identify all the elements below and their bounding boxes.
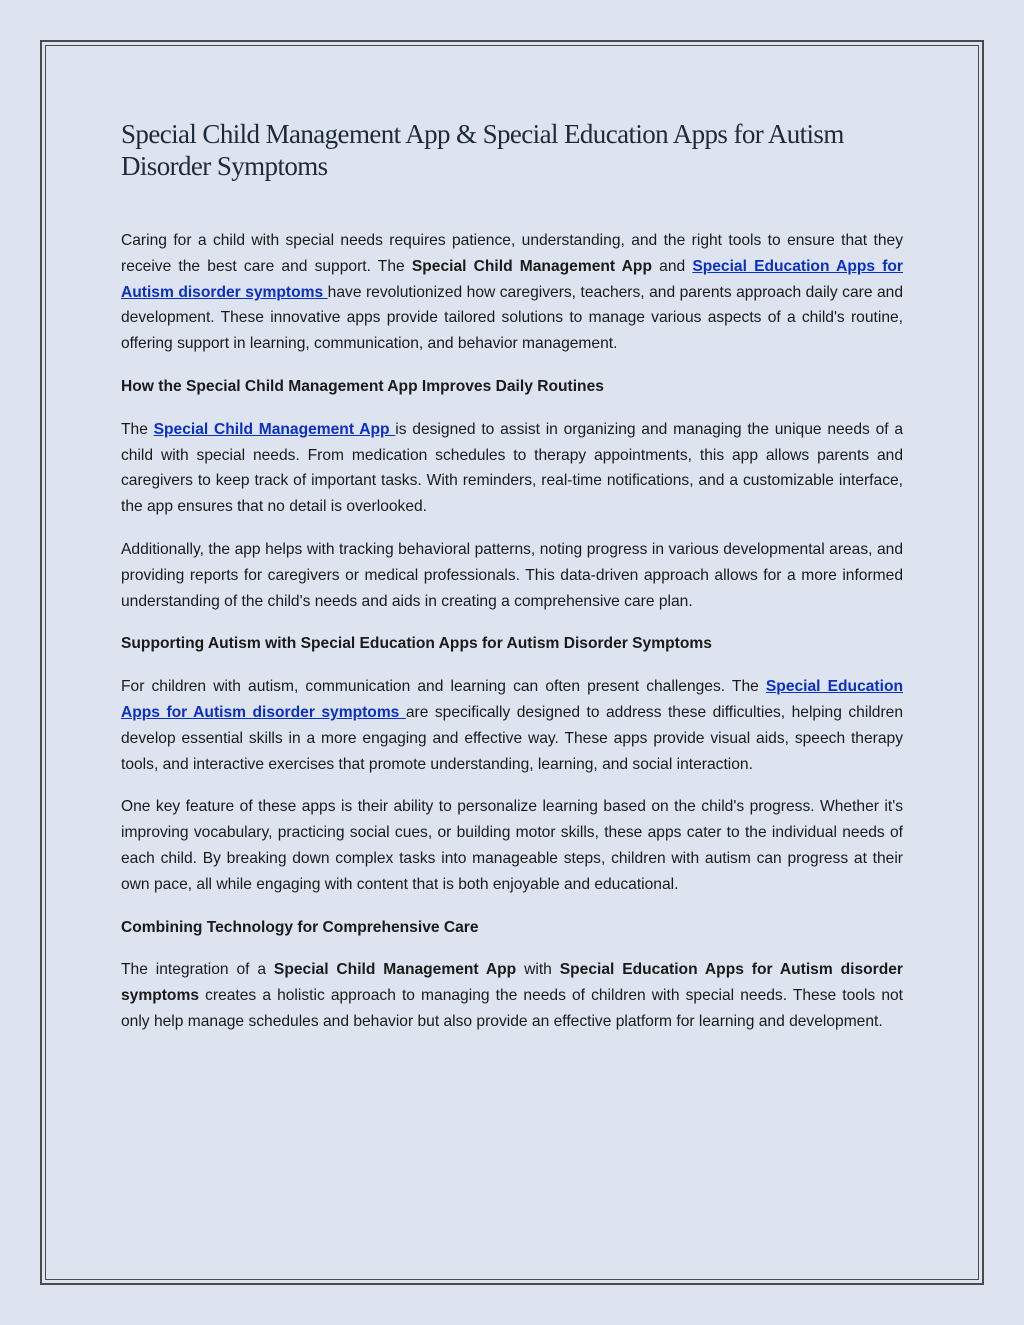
bold-term: Special Child Management App [411, 257, 652, 275]
section-heading-daily-routines: How the Special Child Management App Improves Daily Routines [121, 377, 604, 395]
section-heading-combining-technology: Combining Technology for Comprehensive Care [121, 918, 479, 936]
daily-routines-paragraph [121, 417, 903, 520]
special-education-apps-link-2[interactable]: Special Education Apps for Autism disorder symptoms [121, 678, 903, 721]
autism-apps-paragraph [121, 674, 903, 777]
text-span: are specifically designed to address these difficulties, helping children develop essential skills in a more engaging and effective way. These apps provide visual aids, speech therapy tools, and interactive exercises that promote understanding, learning, and social interaction. [121, 703, 903, 773]
personalize-paragraph: One key feature of these apps is their ability to personalize learning based on the child's progress. Whether it's improving vocabulary, practicing social cues, or building motor skills, these apps cater to the individual needs of each child. By breaking down complex tasks into manageable steps, children with autism can progress at their own pace, all while engaging with content that is both enjoyable and educational. [121, 798, 903, 893]
text-span: Caring for a child with special needs requires patience, understanding, and the right tools to ensure that they receive the best care and support. The [121, 232, 903, 275]
text-span: is designed to assist in organizing and managing the unique needs of a child with special needs. From medication schedules to therapy appointments, this app allows parents and caregivers to keep track of important tasks. With reminders, real-time notifications, and a customizable interface, the app ensures that no detail is overlooked. [121, 420, 903, 516]
special-education-apps-link[interactable]: Special Education Apps for Autism disorder symptoms [121, 257, 903, 301]
text-span: and [651, 257, 693, 275]
text-span: The [121, 420, 154, 438]
special-child-management-app-link[interactable]: Special Child Management App [153, 420, 396, 438]
text-span: For children with autism, communication and learning can often present challenges. The [121, 678, 766, 696]
bold-term: Special Education Apps for Autism disorder symptoms [121, 961, 903, 1005]
tracking-paragraph: Additionally, the app helps with tracking behavioral patterns, noting progress in various developmental areas, and providing reports for caregivers or medical professionals. This data-driven approach allows for a more informed understanding of the child's needs and aids in creating a comprehensive care plan. [121, 540, 903, 610]
text-span: with [516, 961, 560, 979]
text-span: The integration of a [121, 961, 274, 979]
integration-paragraph [121, 957, 903, 1034]
section-heading-supporting-autism: Supporting Autism with Special Education Apps for Autism Disorder Symptoms [121, 635, 712, 653]
document-title: Special Child Management App & Special Education Apps for Autism Disorder Symptoms [121, 119, 844, 181]
text-span: have revolutionized how caregivers, teachers, and parents approach daily care and development. These innovative apps provide tailored solutions to manage various aspects of a child's routine, offering support in learning, communication, and behavior management. [121, 283, 903, 353]
text-span: creates a holistic approach to managing the needs of children with special needs. These tools not only help manage schedules and behavior but also provide an effective platform for learning and development. [121, 987, 903, 1030]
bold-term: Special Child Management App [273, 961, 517, 979]
intro-paragraph [121, 228, 903, 357]
document-body [121, 118, 903, 1052]
